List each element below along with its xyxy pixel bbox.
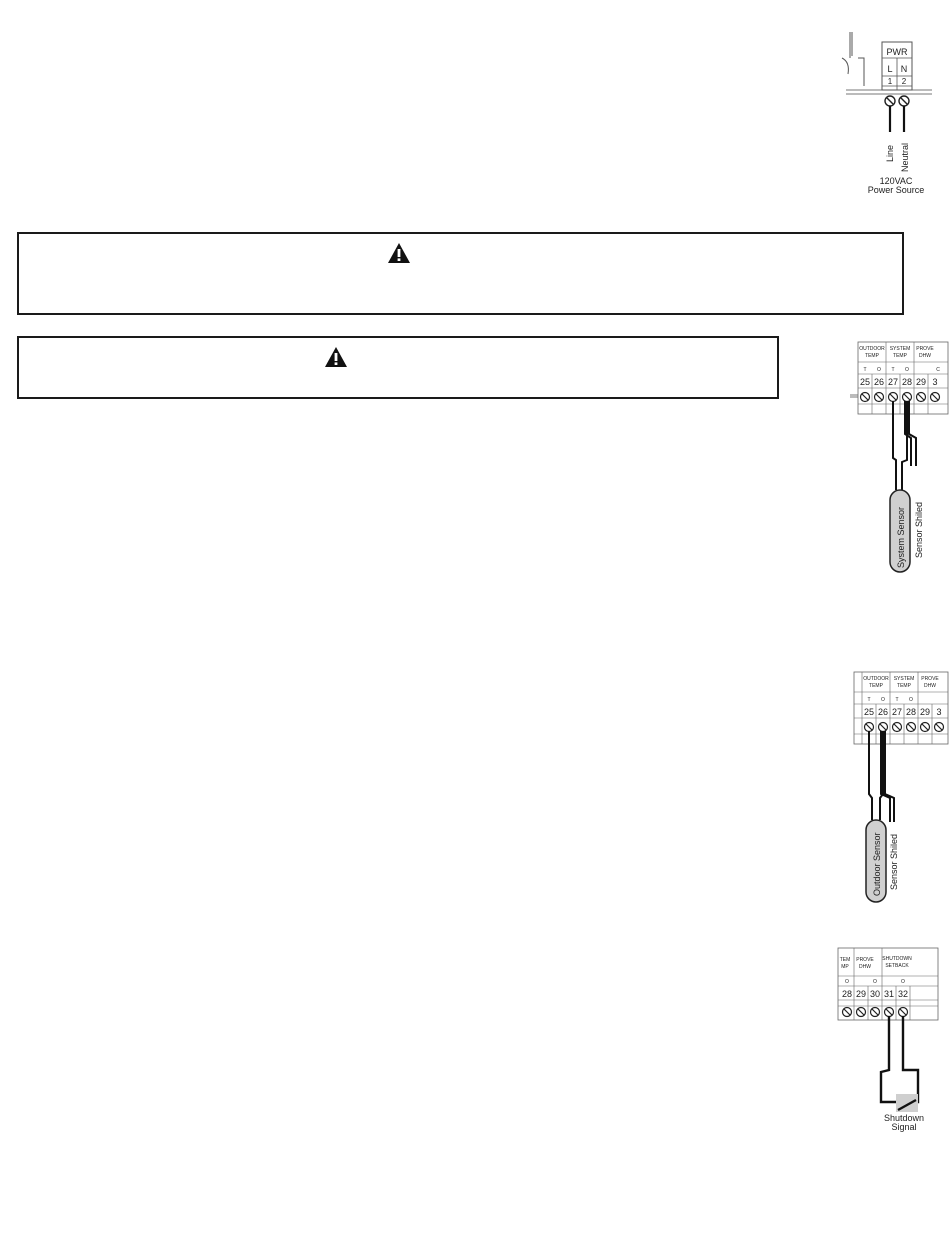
terminal-number: 25: [863, 707, 875, 717]
polarity-label: T: [867, 697, 871, 703]
polarity-label: O: [909, 697, 913, 703]
polarity-label: O: [877, 367, 881, 373]
terminal-label-l: L: [887, 64, 893, 74]
group-label: PROVE: [921, 676, 939, 682]
polarity-label: O: [905, 367, 909, 373]
group-label: TEMP: [869, 683, 883, 689]
group-label: DHW: [924, 683, 936, 689]
group-label: PROVE: [856, 957, 874, 963]
warning-triangle-icon: [324, 346, 348, 368]
terminal-number: 3: [936, 707, 942, 717]
screw-icon: [885, 96, 895, 106]
outdoor-sensor-label: Outdoor Sensor: [872, 832, 882, 896]
group-label: TEM: [839, 957, 851, 963]
warning-triangle-icon: [387, 242, 411, 264]
terminal-number: 28: [901, 377, 913, 387]
shutdown-caption-line1: Shutdown: [883, 1113, 925, 1123]
warning-box: [17, 232, 904, 315]
polarity-label: T: [895, 697, 899, 703]
group-label: OUTDOOR: [859, 346, 885, 352]
terminal-number: 29: [855, 989, 867, 999]
polarity-label: O: [845, 979, 849, 985]
terminal-number: 28: [905, 707, 917, 717]
group-label: DHW: [859, 964, 871, 970]
terminal-number: 28: [841, 989, 853, 999]
terminal-number: 27: [891, 707, 903, 717]
group-label: TEMP: [897, 683, 911, 689]
terminal-number: 32: [897, 989, 909, 999]
power-wiring-diagram: [838, 28, 938, 200]
system-sensor-wiring-diagram: [850, 340, 940, 580]
pwr-header: PWR: [886, 47, 908, 57]
polarity-label: O: [873, 979, 877, 985]
wire-label-line: Line: [885, 144, 895, 162]
terminal-number-1: 1: [887, 77, 893, 86]
terminal-number: 25: [859, 377, 871, 387]
group-label: SYSTEM: [893, 676, 915, 682]
group-label: TEMP: [893, 353, 907, 359]
polarity-label: C: [936, 367, 940, 373]
polarity-label: O: [901, 979, 905, 985]
sensor-shield-label: Sensor Shiled: [914, 501, 924, 558]
polarity-label: T: [863, 367, 867, 373]
terminal-number-2: 2: [901, 77, 907, 86]
power-caption-line2: Power Source: [867, 185, 925, 195]
outdoor-sensor-wiring-diagram: [850, 670, 940, 910]
terminal-number: 29: [915, 377, 927, 387]
terminal-label-n: N: [900, 64, 908, 74]
group-label: SHUTDOWN: [882, 956, 912, 962]
group-label: TEMP: [865, 353, 879, 359]
terminal-number: 26: [877, 707, 889, 717]
shutdown-caption-line2: Signal: [891, 1122, 917, 1132]
terminal-number: 30: [869, 989, 881, 999]
group-label: SYSTEM: [889, 346, 911, 352]
group-label: MP: [841, 964, 849, 970]
polarity-label: T: [891, 367, 895, 373]
group-label: SETBACK: [885, 963, 909, 969]
screw-icon: [899, 96, 909, 106]
terminal-number: 29: [919, 707, 931, 717]
group-label: DHW: [919, 353, 931, 359]
shutdown-wiring-diagram: [836, 946, 940, 1138]
terminal-number: 31: [883, 989, 895, 999]
group-label: OUTDOOR: [863, 676, 889, 682]
sensor-shield-label: Sensor Shiled: [889, 833, 899, 890]
terminal-number: 3: [932, 377, 938, 387]
system-sensor-label: System Sensor: [896, 506, 906, 568]
group-label: PROVE: [916, 346, 934, 352]
warning-box: [17, 336, 779, 399]
wire-label-neutral: Neutral: [900, 142, 910, 172]
polarity-label: O: [881, 697, 885, 703]
terminal-number: 27: [887, 377, 899, 387]
terminal-number: 26: [873, 377, 885, 387]
power-caption-line1: 120VAC: [879, 176, 913, 186]
